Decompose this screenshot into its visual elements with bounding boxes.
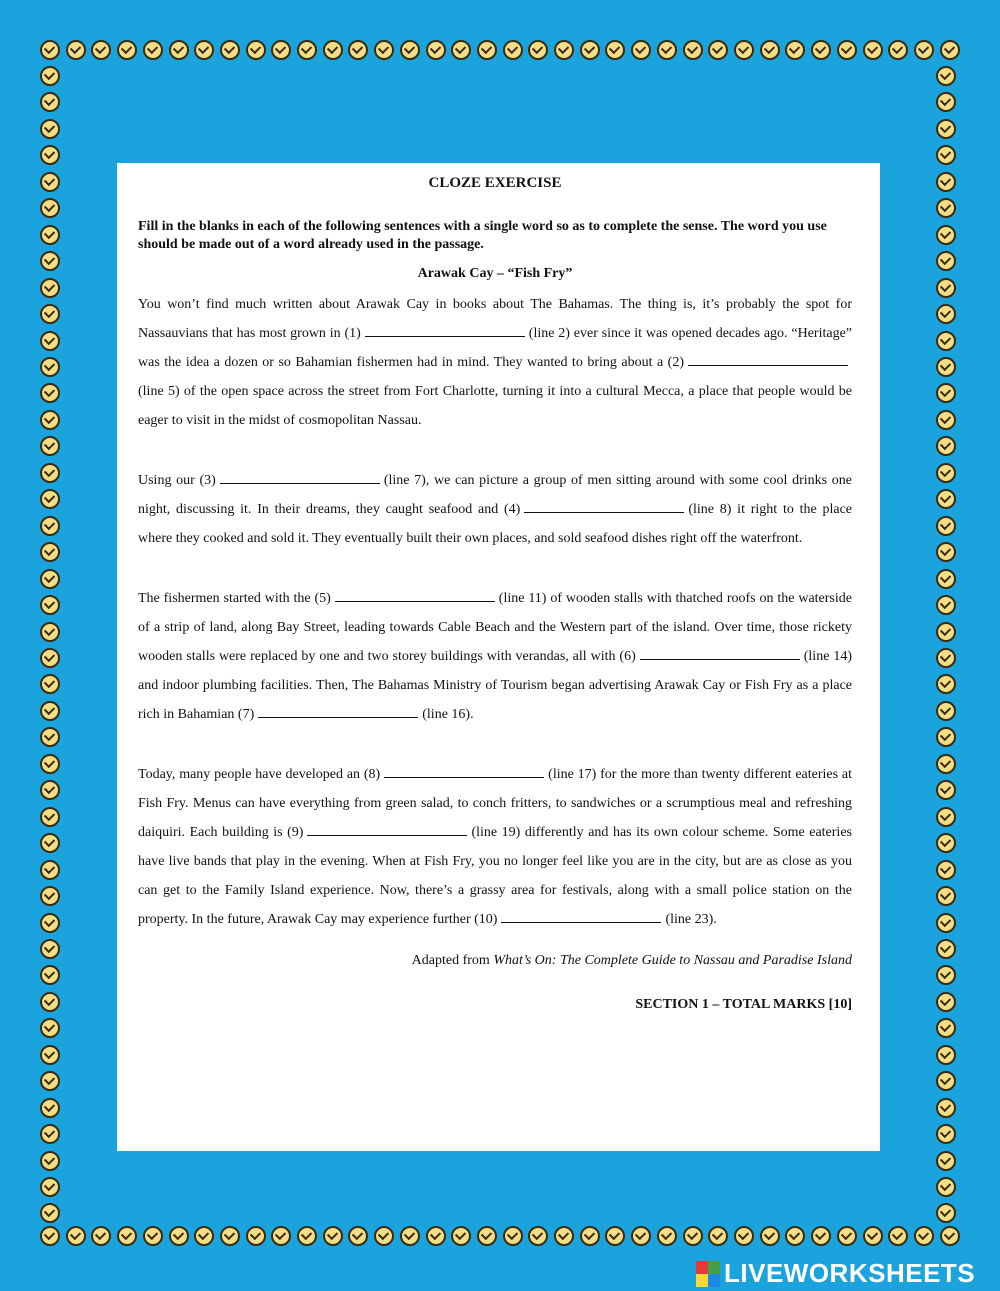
clock-icon bbox=[117, 40, 137, 60]
clock-icon bbox=[631, 40, 651, 60]
clock-icon bbox=[936, 569, 956, 589]
logo-square-3 bbox=[696, 1274, 708, 1287]
worksheet-page bbox=[117, 163, 880, 1151]
clock-icon bbox=[40, 463, 60, 483]
liveworksheets-brand[interactable] bbox=[696, 1258, 975, 1289]
clock-icon bbox=[297, 40, 317, 60]
clock-icon bbox=[40, 40, 60, 60]
logo-square-4 bbox=[708, 1274, 720, 1287]
clock-icon bbox=[40, 860, 60, 880]
clock-icon bbox=[40, 119, 60, 139]
clock-icon bbox=[863, 1226, 883, 1246]
clock-icon bbox=[888, 40, 908, 60]
clock-icon bbox=[40, 331, 60, 351]
passage-text: The fishermen started with the (5) bbox=[138, 591, 331, 606]
clock-icon bbox=[91, 1226, 111, 1246]
clock-icon bbox=[936, 489, 956, 509]
clock-icon bbox=[348, 1226, 368, 1246]
page-title: CLOZE EXERCISE bbox=[428, 175, 562, 191]
clock-icon bbox=[936, 913, 956, 933]
clock-icon bbox=[683, 1226, 703, 1246]
passage-text: (line 7), we can picture a group of men sitting around with some cool drinks one night, discussing it. In their dreams, they caught seafood and (4) bbox=[138, 473, 852, 517]
clock-icon bbox=[40, 1018, 60, 1038]
clock-icon bbox=[40, 66, 60, 86]
clock-icon bbox=[914, 40, 934, 60]
clock-icon bbox=[426, 1226, 446, 1246]
clock-icon bbox=[40, 648, 60, 668]
clock-icon bbox=[936, 1098, 956, 1118]
clock-icon bbox=[477, 40, 497, 60]
clock-icon bbox=[936, 1177, 956, 1197]
clock-icon bbox=[40, 542, 60, 562]
passage-paragraph bbox=[138, 584, 852, 729]
clock-icon bbox=[40, 939, 60, 959]
clock-icon bbox=[936, 410, 956, 430]
clock-icon bbox=[936, 754, 956, 774]
clock-icon bbox=[936, 66, 956, 86]
clock-icon bbox=[40, 383, 60, 403]
clock-icon bbox=[40, 1151, 60, 1171]
clock-icon bbox=[40, 516, 60, 536]
border-bottom bbox=[40, 1226, 960, 1250]
clock-icon bbox=[785, 40, 805, 60]
clock-icon bbox=[936, 1045, 956, 1065]
clock-icon bbox=[40, 965, 60, 985]
clock-icon bbox=[936, 542, 956, 562]
answer-blank[interactable] bbox=[335, 587, 495, 602]
clock-icon bbox=[40, 701, 60, 721]
clock-icon bbox=[40, 251, 60, 271]
clock-icon bbox=[554, 1226, 574, 1246]
border-left bbox=[40, 66, 64, 1224]
clock-icon bbox=[940, 1226, 960, 1246]
clock-icon bbox=[936, 939, 956, 959]
clock-icon bbox=[888, 1226, 908, 1246]
clock-icon bbox=[631, 1226, 651, 1246]
passage-text: (line 17) for the more than twenty different eateries at Fish Fry. Menus can have everything from green salad, to conch fritters, to sandwiches or a scrumptious meal and refreshing daiquiri. Each building is (9) bbox=[138, 767, 852, 840]
passage-text: You won’t find much written about Arawak Cay in books about The Bahamas. The thing is, it’s probably the spot for Nassauvians that has most grown in (1) bbox=[138, 297, 852, 341]
clock-icon bbox=[936, 965, 956, 985]
clock-icon bbox=[760, 1226, 780, 1246]
clock-icon bbox=[936, 1071, 956, 1091]
clock-icon bbox=[40, 754, 60, 774]
clock-icon bbox=[400, 1226, 420, 1246]
logo-square-2 bbox=[708, 1261, 720, 1274]
clock-icon bbox=[40, 992, 60, 1012]
clock-icon bbox=[936, 595, 956, 615]
clock-icon bbox=[936, 145, 956, 165]
clock-icon bbox=[936, 304, 956, 324]
clock-icon bbox=[580, 40, 600, 60]
clock-icon bbox=[785, 1226, 805, 1246]
source-prefix: Adapted from bbox=[411, 953, 490, 968]
clock-icon bbox=[91, 40, 111, 60]
clock-icon bbox=[40, 727, 60, 747]
clock-icon bbox=[936, 516, 956, 536]
passage-text: Using our (3) bbox=[138, 473, 216, 488]
passage-paragraph bbox=[138, 290, 852, 435]
clock-icon bbox=[936, 833, 956, 853]
clock-icon bbox=[66, 1226, 86, 1246]
clock-icon bbox=[936, 463, 956, 483]
passage-text: (line 8) it right to the place where they cooked and sold it. They eventually built their own places, and sold seafood dishes right off the waterfront. bbox=[138, 502, 853, 546]
clock-icon bbox=[936, 674, 956, 694]
clock-icon bbox=[220, 1226, 240, 1246]
clock-icon bbox=[40, 225, 60, 245]
clock-icon bbox=[936, 886, 956, 906]
answer-blank[interactable] bbox=[307, 821, 467, 836]
clock-icon bbox=[194, 1226, 214, 1246]
clock-icon bbox=[580, 1226, 600, 1246]
passage-text: (line 16). bbox=[422, 707, 474, 722]
clock-icon bbox=[40, 886, 60, 906]
clock-icon bbox=[936, 225, 956, 245]
clock-icon bbox=[936, 331, 956, 351]
clock-icon bbox=[40, 436, 60, 456]
clock-icon bbox=[503, 1226, 523, 1246]
clock-icon bbox=[374, 1226, 394, 1246]
clock-icon bbox=[143, 1226, 163, 1246]
passage-text: (line 2) ever since it was opened decades ago. “Heritage” was the idea a dozen or so Bahamian fishermen had in mind. They wanted to bring about a (2) bbox=[138, 326, 852, 370]
clock-icon bbox=[936, 807, 956, 827]
clock-icon bbox=[936, 860, 956, 880]
clock-icon bbox=[40, 674, 60, 694]
clock-icon bbox=[451, 40, 471, 60]
clock-icon bbox=[477, 1226, 497, 1246]
clock-icon bbox=[40, 780, 60, 800]
clock-icon bbox=[554, 40, 574, 60]
clock-icon bbox=[936, 357, 956, 377]
clock-icon bbox=[936, 436, 956, 456]
clock-icon bbox=[936, 992, 956, 1012]
clock-icon bbox=[40, 410, 60, 430]
answer-blank[interactable] bbox=[220, 469, 380, 484]
clock-icon bbox=[169, 40, 189, 60]
border-right bbox=[936, 66, 960, 1224]
passage-text: Today, many people have developed an (8) bbox=[138, 767, 381, 782]
clock-icon bbox=[811, 1226, 831, 1246]
clock-icon bbox=[117, 1226, 137, 1246]
clock-icon bbox=[936, 198, 956, 218]
logo-square-1 bbox=[696, 1261, 708, 1274]
passage-text: (line 19) differently and has its own colour scheme. Some eateries have live bands that play in the evening. When at Fish Fry, you no longer feel like you are in the city, but are as close as you can get to the Family Island experience. Now, there’s a grassy area for festivals, along with a small police station on the property. In the future, Arawak Cay may experience further (10) bbox=[138, 825, 852, 927]
clock-icon bbox=[40, 1226, 60, 1246]
clock-icon bbox=[323, 40, 343, 60]
clock-icon bbox=[40, 833, 60, 853]
clock-icon bbox=[936, 1151, 956, 1171]
clock-icon bbox=[683, 40, 703, 60]
answer-blank[interactable] bbox=[524, 498, 684, 513]
clock-icon bbox=[40, 1177, 60, 1197]
clock-icon bbox=[194, 40, 214, 60]
passage-title: Arawak Cay – “Fish Fry” bbox=[417, 266, 573, 281]
clock-icon bbox=[936, 648, 956, 668]
total-marks: SECTION 1 – TOTAL MARKS [10] bbox=[635, 997, 852, 1012]
clock-icon bbox=[40, 1124, 60, 1144]
answer-blank[interactable] bbox=[501, 908, 661, 923]
clock-icon bbox=[936, 780, 956, 800]
answer-blank[interactable] bbox=[640, 645, 800, 660]
answer-blank[interactable] bbox=[384, 763, 544, 778]
clock-icon bbox=[734, 40, 754, 60]
clock-icon bbox=[426, 40, 446, 60]
clock-icon bbox=[40, 807, 60, 827]
clock-icon bbox=[40, 357, 60, 377]
passage-paragraph bbox=[138, 466, 852, 553]
clock-icon bbox=[528, 1226, 548, 1246]
clock-icon bbox=[936, 1124, 956, 1144]
clock-icon bbox=[323, 1226, 343, 1246]
liveworksheets-logo-icon bbox=[696, 1261, 720, 1287]
passage-paragraph bbox=[138, 760, 852, 934]
clock-icon bbox=[605, 1226, 625, 1246]
clock-icon bbox=[936, 172, 956, 192]
clock-icon bbox=[348, 40, 368, 60]
clock-icon bbox=[40, 595, 60, 615]
clock-icon bbox=[40, 1045, 60, 1065]
clock-icon bbox=[246, 40, 266, 60]
clock-icon bbox=[40, 92, 60, 112]
clock-icon bbox=[760, 40, 780, 60]
clock-icon bbox=[246, 1226, 266, 1246]
clock-icon bbox=[40, 1098, 60, 1118]
clock-icon bbox=[936, 278, 956, 298]
clock-icon bbox=[936, 622, 956, 642]
clock-icon bbox=[708, 40, 728, 60]
source-title: What’s On: The Complete Guide to Nassau and Paradise Island bbox=[493, 953, 852, 968]
clock-icon bbox=[297, 1226, 317, 1246]
passage-text: (line 11) of wooden stalls with thatched roofs on the waterside of a strip of land, along Bay Street, leading towards Cable Beach and the Western part of the island. Over time, those rickety wooden stalls were replaced by one and two storey buildings with verandas, all with (6) bbox=[138, 591, 852, 664]
answer-blank[interactable] bbox=[258, 703, 418, 718]
clock-icon bbox=[863, 40, 883, 60]
clock-icon bbox=[837, 40, 857, 60]
clock-icon bbox=[503, 40, 523, 60]
clock-icon bbox=[451, 1226, 471, 1246]
clock-icon bbox=[40, 278, 60, 298]
clock-icon bbox=[143, 40, 163, 60]
clock-icon bbox=[936, 383, 956, 403]
passage-text: (line 23). bbox=[665, 912, 717, 927]
clock-icon bbox=[936, 701, 956, 721]
clock-icon bbox=[657, 1226, 677, 1246]
clock-icon bbox=[40, 489, 60, 509]
clock-icon bbox=[708, 1226, 728, 1246]
clock-icon bbox=[40, 145, 60, 165]
instructions: Fill in the blanks in each of the following sentences with a single word so as to complete the sense. The word you use should be made out of a word already used in the passage. bbox=[138, 219, 827, 252]
clock-icon bbox=[837, 1226, 857, 1246]
clock-icon bbox=[40, 198, 60, 218]
clock-icon bbox=[374, 40, 394, 60]
clock-icon bbox=[220, 40, 240, 60]
clock-icon bbox=[40, 622, 60, 642]
answer-blank[interactable] bbox=[688, 351, 848, 366]
clock-icon bbox=[811, 40, 831, 60]
clock-icon bbox=[936, 119, 956, 139]
clock-icon bbox=[400, 40, 420, 60]
clock-icon bbox=[936, 1018, 956, 1038]
clock-icon bbox=[657, 40, 677, 60]
brand-name: LIVEWORKSHEETS bbox=[724, 1258, 976, 1288]
clock-icon bbox=[40, 913, 60, 933]
passage-text: (line 5) of the open space across the street from Fort Charlotte, turning it into a cultural Mecca, a place that people would be eager to visit in the midst of cosmopolitan Nassau. bbox=[138, 384, 852, 428]
clock-icon bbox=[936, 727, 956, 747]
passage bbox=[138, 290, 852, 934]
clock-icon bbox=[66, 40, 86, 60]
clock-icon bbox=[40, 172, 60, 192]
clock-icon bbox=[40, 304, 60, 324]
clock-icon bbox=[271, 40, 291, 60]
clock-icon bbox=[936, 251, 956, 271]
clock-icon bbox=[271, 1226, 291, 1246]
clock-icon bbox=[40, 569, 60, 589]
clock-icon bbox=[734, 1226, 754, 1246]
border-top bbox=[40, 40, 960, 64]
clock-icon bbox=[914, 1226, 934, 1246]
clock-icon bbox=[605, 40, 625, 60]
source-citation bbox=[138, 953, 852, 969]
answer-blank[interactable] bbox=[365, 322, 525, 337]
clock-icon bbox=[936, 1203, 956, 1223]
clock-icon bbox=[528, 40, 548, 60]
clock-icon bbox=[169, 1226, 189, 1246]
clock-icon bbox=[40, 1203, 60, 1223]
passage-text: (line 14) and indoor plumbing facilities. Then, The Bahamas Ministry of Tourism began advertising Arawak Cay or Fish Fry as a place rich in Bahamian (7) bbox=[138, 649, 852, 722]
clock-icon bbox=[940, 40, 960, 60]
clock-icon bbox=[40, 1071, 60, 1091]
clock-icon bbox=[936, 92, 956, 112]
